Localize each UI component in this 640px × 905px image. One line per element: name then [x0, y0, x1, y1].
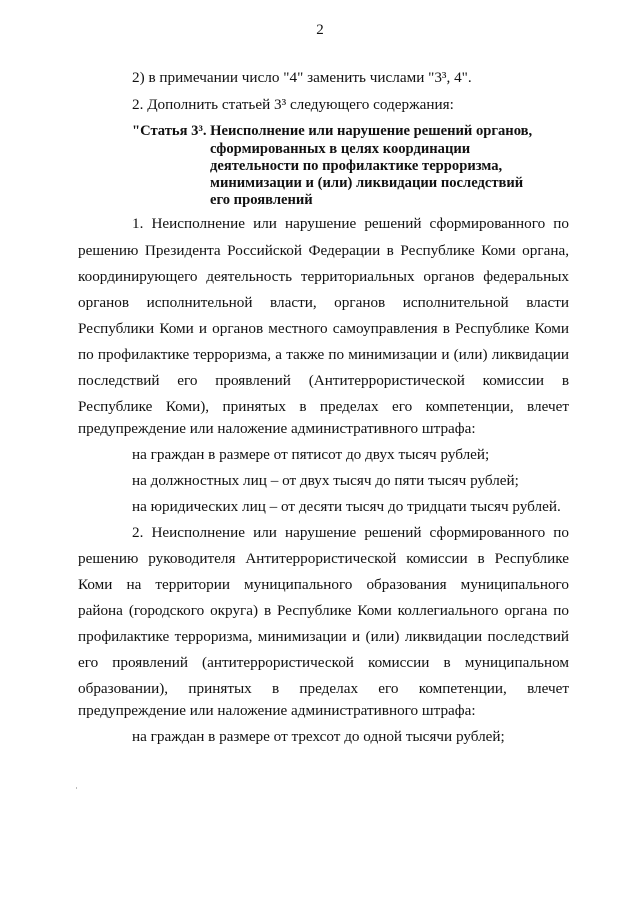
- page-number: 2: [316, 22, 324, 38]
- paragraph-line: решению руководителя Антитеррористической комиссии в Республике: [78, 550, 569, 567]
- paragraph-line: по профилактике терроризма, а также по минимизации и (или) ликвидации: [78, 346, 569, 363]
- paragraph-line: района (городского округа) в Республике Коми коллегиального органа по: [78, 602, 569, 619]
- article-title-line: его проявлений: [210, 192, 313, 208]
- paragraph-line: профилактике терроризма, минимизации и (или) ликвидации последствий: [78, 628, 569, 645]
- scan-speck: [76, 787, 77, 789]
- article-title-line: "Статья 3³. Неисполнение или нарушение решений органов,: [132, 123, 533, 139]
- paragraph-line: последствий его проявлений (Антитеррористической комиссии в: [78, 372, 569, 389]
- fine-line: на юридических лиц – от десяти тысяч до тридцати тысяч рублей.: [132, 498, 561, 515]
- paragraph-line: Республике Коми), принятых в пределах его компетенции, влечет: [78, 398, 569, 415]
- paragraph-line: образовании), принятых в пределах его компетенции, влечет: [78, 680, 569, 697]
- fine-line: на граждан в размере от пятисот до двух тысяч рублей;: [132, 446, 490, 463]
- paragraph-line: предупреждение или наложение административного штрафа:: [78, 702, 476, 719]
- paragraph-line: предупреждение или наложение административного штрафа:: [78, 420, 476, 437]
- paragraph-line: Коми на территории муниципального образования муниципального: [78, 576, 569, 593]
- paragraph-line: 1. Неисполнение или нарушение решений сформированного по: [132, 215, 569, 232]
- paragraph-line: его проявлений (антитеррористической комиссии в муниципальном: [78, 654, 569, 671]
- article-title-line: сформированных в целях координации: [210, 141, 471, 157]
- fine-line: на граждан в размере от трехсот до одной тысячи рублей;: [132, 728, 505, 745]
- paragraph-line: 2. Неисполнение или нарушение решений сформированного по: [132, 524, 569, 541]
- paragraph-line: координирующего деятельность территориальных органов федеральных: [78, 268, 569, 285]
- paragraph-line: Республики Коми и органов местного самоуправления в Республике Коми: [78, 320, 569, 337]
- intro-line: 2) в примечании число "4" заменить числами "3³, 4".: [132, 69, 472, 86]
- paragraph-line: решению Президента Российской Федерации в Республике Коми органа,: [78, 242, 569, 259]
- intro-line: 2. Дополнить статьей 3³ следующего содержания:: [132, 96, 454, 113]
- article-title-line: минимизации и (или) ликвидации последствий: [210, 175, 524, 191]
- paragraph-line: органов исполнительной власти, органов исполнительной власти: [78, 294, 569, 311]
- fine-line: на должностных лиц – от двух тысяч до пяти тысяч рублей;: [132, 472, 519, 489]
- article-title-line: деятельности по профилактике терроризма,: [210, 158, 503, 174]
